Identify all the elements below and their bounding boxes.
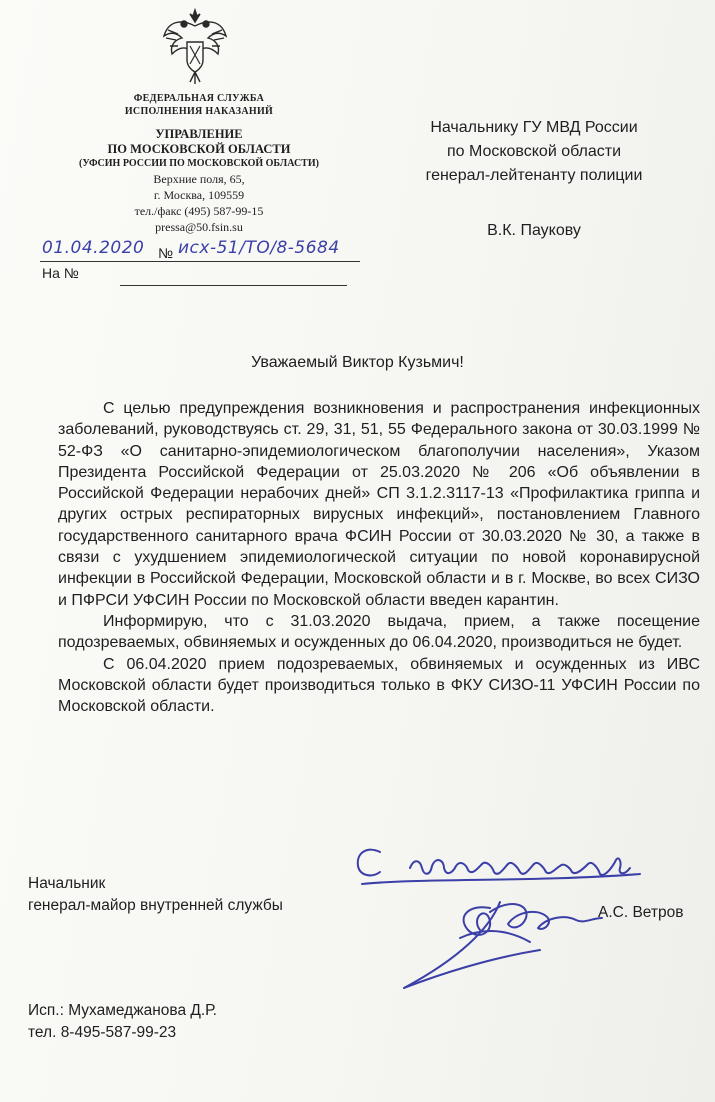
sender-header [40,92,358,170]
recipient-block [398,116,670,243]
signer-name: А.С. Ветров [598,904,684,921]
sender-line: УПРАВЛЕНИЕ [155,127,243,141]
number-sign: № [158,245,174,261]
sender-line: ИСПОЛНЕНИЯ НАКАЗАНИЙ [124,106,274,117]
recipient-line: Начальнику ГУ МВД России [430,119,638,136]
sender-line: ПО МОСКОВСКОЙ ОБЛАСТИ [107,142,291,156]
signer-position [28,873,283,917]
position-line: генерал-майор внутренней службы [28,897,283,914]
registration-underline [40,261,360,262]
handwritten-outgoing-number: исх-51/ТО/8-5684 [178,238,340,258]
recipient-line: генерал-лейтенанту полиции [425,167,643,184]
handwritten-date: 01.04.2020 [42,238,145,258]
reply-reference-label: На № [42,265,79,281]
double-headed-eagle-icon [160,8,230,86]
greeting: Уважаемый Виктор Кузьмич! [251,354,464,371]
letter-body [58,398,700,717]
executor-name: Исп.: Мухамеджанова Д.Р. [28,1002,217,1019]
sender-address-line: г. Москва, 109559 [153,188,245,202]
sender-address-line: Верхние поля, 65, [153,172,245,186]
position-line: Начальник [28,875,106,892]
recipient-line: по Московской области [446,143,622,160]
executor-info [28,1000,217,1044]
recipient-name: В.К. Паукову [487,222,581,239]
body-paragraph: С целью предупреждения возникновения и распространения инфекционных заболеваний, руководствуясь ст. 29, 31, 51, 55 Федерального закона от 30.03.1999 № 52-ФЗ «О санитарно-эпидемиологическом благополучии населения», Указом Президента Российской Федерации от 25.03.2020 № 206 «Об объявлении в Российской Федерации нерабочих дней» СП 3.1.2.3117-13 «Профилактика гриппа и других острых респираторных вирусных инфекций», постановлением Главного государственного санитарного врача ФСИН России от 30.03.2020 № 30, а также в связи с ухудшением эпидемиологической ситуации по новой коронавирусной инфекции в Российской Федерации, Московской области и в г. Москве, во всех СИЗО и ПФРСИ УФСИН России по Московской области введен карантин. [58,400,700,609]
sender-phone: тел./факс (495) 587-99-15 [134,204,264,218]
sender-line: ФЕДЕРАЛЬНАЯ СЛУЖБА [133,93,265,104]
sender-email: pressa@50.fsin.su [155,220,243,234]
sender-contacts [40,171,358,235]
body-paragraph: Информирую, что с 31.03.2020 выдача, прием, а также посещение подозреваемых, обвиняемых и осужденных до 06.04.2020, производиться не будет. [58,612,700,652]
reply-reference-underline [120,285,347,286]
body-paragraph: С 06.04.2020 прием подозреваемых, обвиняемых и осужденных из ИВС Московской области будет производиться только в ФКУ СИЗО-11 УФСИН России по Московской области. [58,655,700,716]
sender-line: (УФСИН РОССИИ ПО МОСКОВСКОЙ ОБЛАСТИ) [79,158,319,169]
executor-phone: тел. 8-495-587-99-23 [28,1024,177,1041]
